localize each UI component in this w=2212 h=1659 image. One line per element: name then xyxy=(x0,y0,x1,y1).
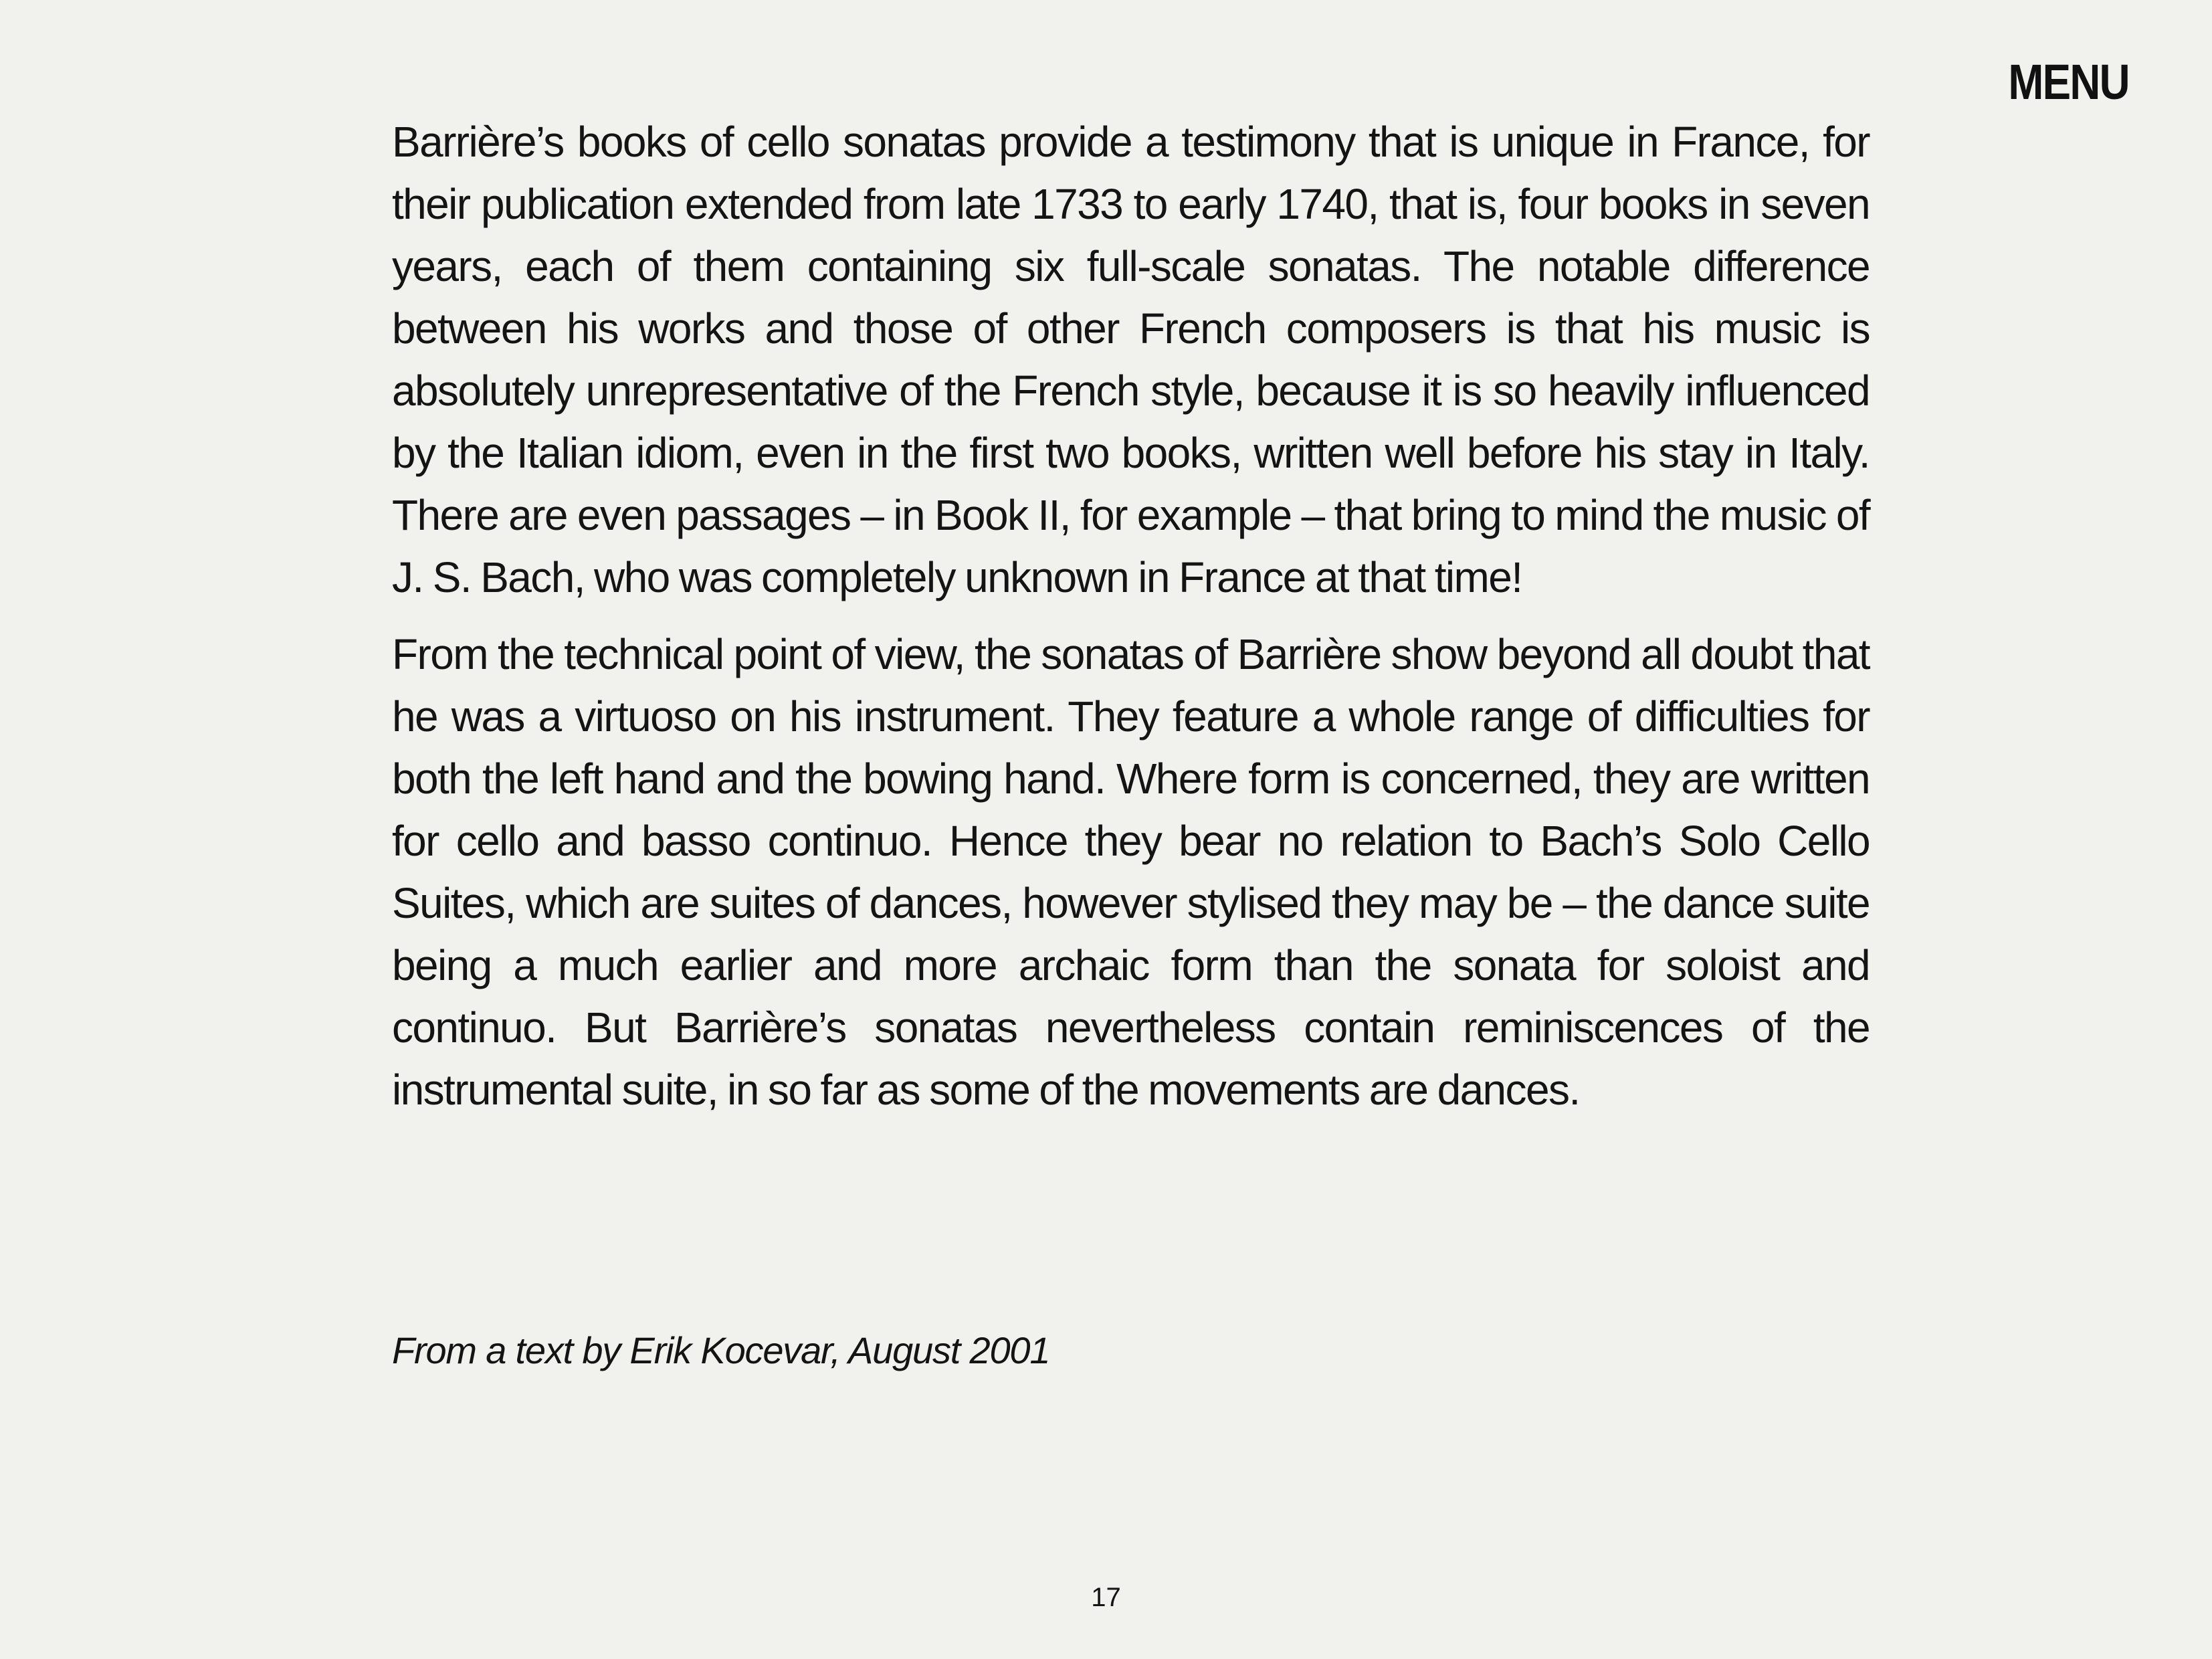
paragraph-1: Barrière’s books of cello sonatas provide a testimony that is unique in France, for their publication extended from late 1733 to early 1740, that is, four books in seven years, each of them containing six full-scale sonatas. The notable difference between his works and those of other French composers is that his music is absolutely unrepresentative of the French style, because it is so heavily influenced by the Italian idiom, even in the first two books, written well before his stay in Italy. There are even passages – in Book II, for example – that bring to mind the music of J. S. Bach, who was completely unknown in France at that time! xyxy=(392,118,1870,601)
attribution-credit: From a text by Erik Kocevar, August 2001 xyxy=(392,1329,1050,1371)
article-body xyxy=(392,111,1870,1136)
page-number: 17 xyxy=(1091,1583,1121,1612)
paragraph-2: From the technical point of view, the sonatas of Barrière show beyond all doubt that he was a virtuoso on his instrument. They feature a whole range of difficulties for both the left hand and the bowing hand. Where form is concerned, they are written for cello and basso continuo. Hence they bear no relation to Bach’s Solo Cello Suites, which are suites of dances, however stylised they may be – the dance suite being a much earlier and more archaic form than the sonata for soloist and continuo. But Barrière’s sonatas nevertheless contain reminiscences of the instrumental suite, in so far as some of the movements are dances. xyxy=(392,630,1870,1114)
menu-button[interactable]: MENU xyxy=(2008,54,2129,110)
